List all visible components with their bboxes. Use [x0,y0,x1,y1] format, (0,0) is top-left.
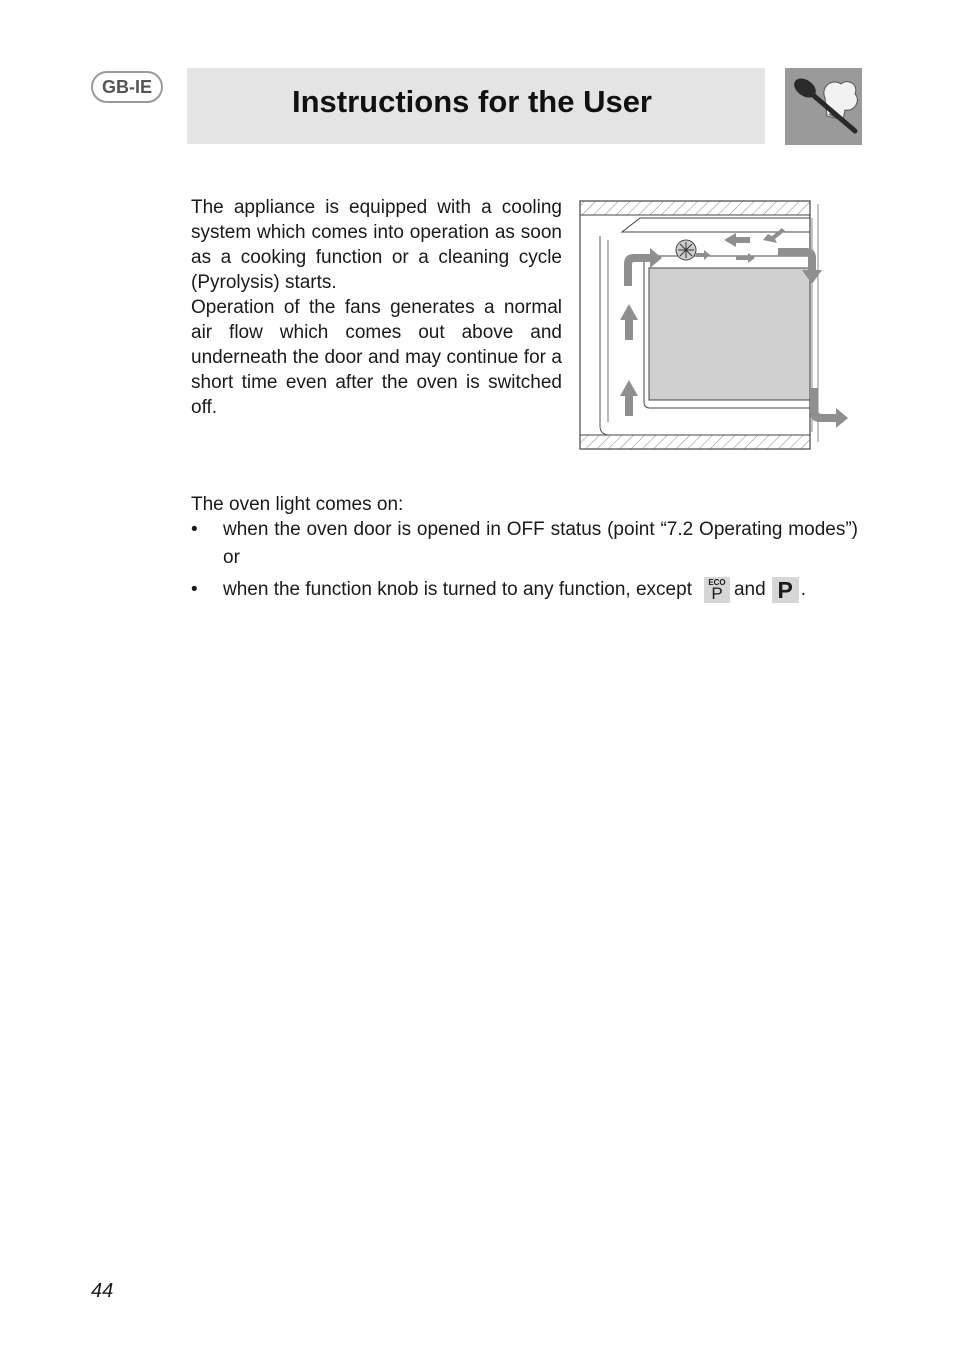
header-bar [187,68,765,144]
language-badge: GB-IE [91,71,163,103]
oven-light-intro: The oven light comes on: [191,494,404,515]
bullet-icon: • [191,519,198,540]
eco-p-letter: P [711,583,723,603]
cooling-paragraph-2: Operation of the fans generates a normal air flow which comes out above and underneath the door and may continue for a short time even after the oven is switched off. [191,297,562,418]
list-item-text: when the function knob is turned to any function, except [223,579,692,600]
sentence-end: . [800,579,806,600]
list-item-text: when the oven door is opened in OFF status (point “7.2 Operating modes”) or [223,519,858,568]
oven-light-list [191,516,858,604]
page-title: Instructions for the User [292,84,652,119]
oven-airflow-diagram [578,196,853,454]
spoon-chef-hat-icon [785,68,862,145]
eco-label: ECO [708,577,726,587]
page-number: 44 [91,1280,114,1302]
list-item [191,576,858,604]
list-item [191,516,858,572]
cooling-paragraph-1: The appliance is equipped with a cooling system which comes into operation as soon as a cooking function or a cleaning cycle (Pyrolysis) starts. [191,197,562,293]
and-text: and [733,579,766,600]
bullet-icon: • [191,579,198,600]
p-function-icon: P [772,577,799,603]
eco-p-function-icon [704,577,730,603]
